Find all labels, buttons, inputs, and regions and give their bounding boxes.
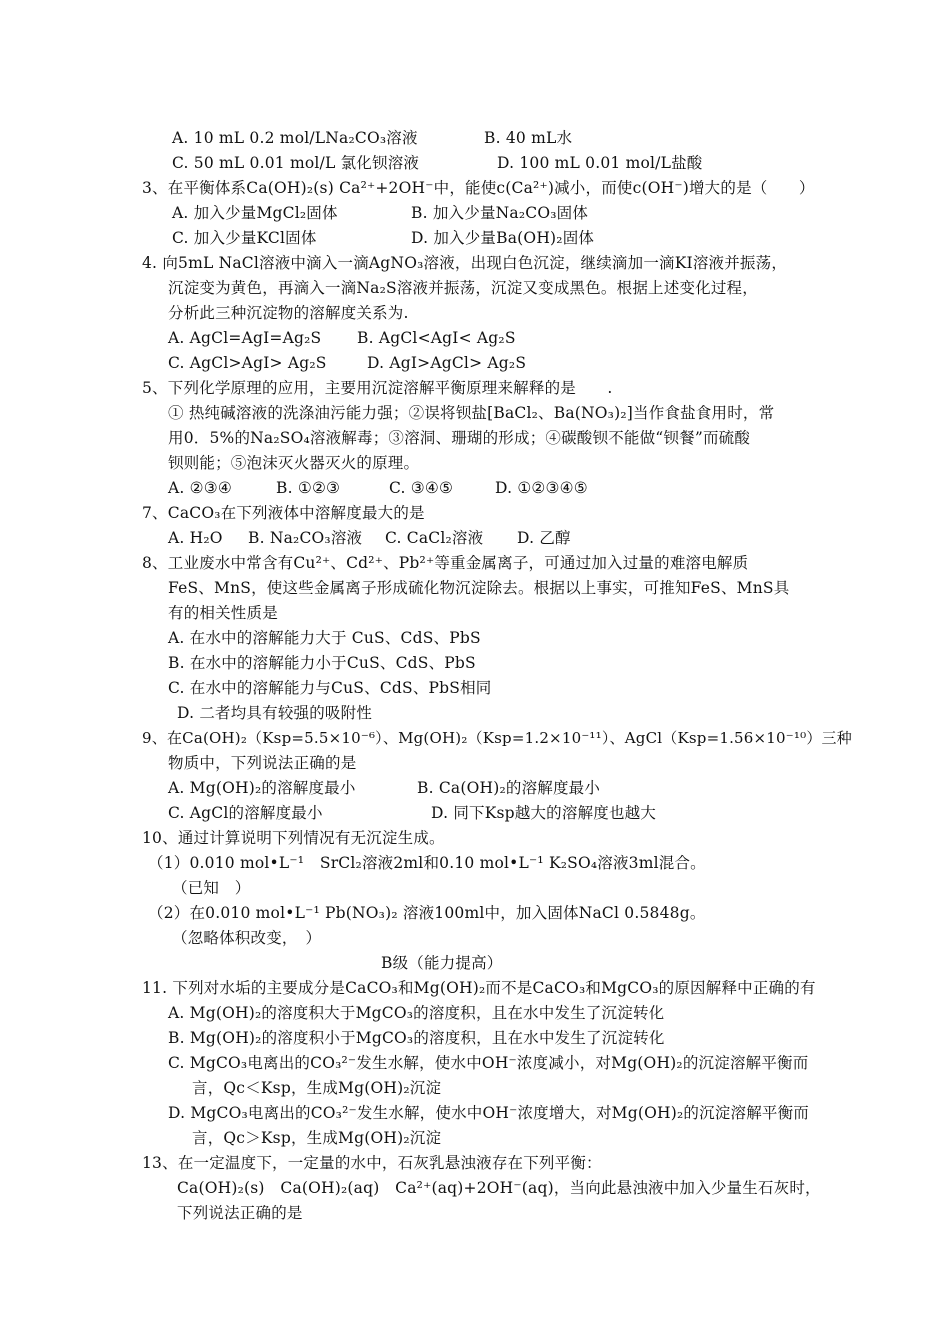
q8-line-3: 有的相关性质是	[168, 604, 278, 622]
q11-option-b: B. Mg(OH)₂的溶度积小于MgCO₃的溶度积，且在水中发生了沉淀转化	[168, 1029, 665, 1047]
q3-option-d: D. 加入少量Ba(OH)₂固体	[411, 229, 595, 247]
q7-option-a: A. H₂O	[168, 529, 223, 547]
q10-part-2: （2）在0.010 mol•L⁻¹ Pb(NO₃)₂ 溶液100ml中，加入固体NaCl 0.5848g。	[148, 904, 706, 922]
q10-stem: 10、通过计算说明下列情况有无沉淀生成。	[142, 829, 445, 847]
q8-option-c: C. 在水中的溶解能力与CuS、CdS、PbS相同	[168, 679, 492, 697]
q7-stem: 7、CaCO₃在下列液体中溶解度最大的是	[142, 504, 425, 522]
q9-option-d: D. 同下Ksp越大的溶解度也越大	[431, 804, 657, 822]
q13-line-3: 下列说法正确的是	[177, 1204, 303, 1222]
q4-line-2: 沉淀变为黄色，再滴入一滴Na₂S溶液并振荡，沉淀又变成黑色。根据上述变化过程，	[168, 279, 758, 297]
q9-option-c: C. AgCl的溶解度最小	[168, 804, 323, 822]
q7-option-d: D. 乙醇	[517, 529, 571, 547]
q5-line-3: 用0．5%的Na₂SO₄溶液解毒；③溶洞、珊瑚的形成；④碳酸钡不能做“钡餐”而硫酸	[168, 429, 751, 447]
q7-option-b: B. Na₂CO₃溶液	[248, 529, 363, 547]
q5-option-b: B. ①②③	[276, 479, 341, 497]
q2-option-a: A. 10 mL 0.2 mol/LNa₂CO₃溶液	[172, 129, 418, 147]
q3-stem: 3、在平衡体系Ca(OH)₂(s) Ca²⁺+2OH⁻中，能使c(Ca²⁺)减小，而使c(OH⁻)增大的是（ ）	[142, 179, 815, 197]
q4-option-d: D. AgI>AgCl> Ag₂S	[367, 354, 527, 372]
q8-option-b: B. 在水中的溶解能力小于CuS、CdS、PbS	[168, 654, 476, 672]
q9-line-2: 物质中，下列说法正确的是	[168, 754, 357, 772]
section-heading-b: B级（能力提高）	[381, 954, 503, 972]
q8-line-2: FeS、MnS，使这些金属离子形成硫化物沉淀除去。根据以上事实，可推知FeS、MnS具	[168, 579, 790, 597]
q11-option-c-line-2: 言，Qc＜Ksp，生成Mg(OH)₂沉淀	[192, 1079, 442, 1097]
q9-line-1: 9、在Ca(OH)₂（Ksp=5.5×10⁻⁶）、Mg(OH)₂（Ksp=1.2×10⁻¹¹）、AgCl（Ksp=1.56×10⁻¹⁰）三种	[142, 729, 852, 747]
q5-option-a: A. ②③④	[168, 479, 232, 497]
q8-option-d: D. 二者均具有较强的吸附性	[177, 704, 373, 722]
q7-option-c: C. CaCl₂溶液	[385, 529, 484, 547]
q5-line-4: 钡则能；⑤泡沫灭火器灭火的原理。	[168, 454, 420, 472]
q4-line-1: 4. 向5mL NaCl溶液中滴入一滴AgNO₃溶液，出现白色沉淀，继续滴加一滴KI溶液并振荡，	[142, 254, 788, 272]
q13-line-2: Ca(OH)₂(s) Ca(OH)₂(aq) Ca²⁺(aq)+2OH⁻(aq)，当向此悬浊液中加入少量生石灰时，	[177, 1179, 821, 1197]
q3-option-a: A. 加入少量MgCl₂固体	[172, 204, 338, 222]
q5-option-d: D. ①②③④⑤	[495, 479, 588, 497]
q5-line-2: ① 热纯碱溶液的洗涤油污能力强；②误将钡盐[BaCl₂、Ba(NO₃)₂]当作食盐食用时，常	[168, 404, 775, 422]
q4-option-b: B. AgCl<AgI< Ag₂S	[357, 329, 516, 347]
q8-line-1: 8、工业废水中常含有Cu²⁺、Cd²⁺、Pb²⁺等重金属离子，可通过加入过量的难溶电解质	[142, 554, 749, 572]
q4-option-a: A. AgCl=AgI=Ag₂S	[168, 329, 322, 347]
q11-stem: 11. 下列对水垢的主要成分是CaCO₃和Mg(OH)₂而不是CaCO₃和MgCO₃的原因解释中正确的有	[142, 979, 816, 997]
q5-option-c: C. ③④⑤	[389, 479, 454, 497]
q11-option-d-line-2: 言，Qc＞Ksp，生成Mg(OH)₂沉淀	[192, 1129, 442, 1147]
q9-option-a: A. Mg(OH)₂的溶解度最小	[168, 779, 356, 797]
q10-part-2-note: （忽略体积改变， ）	[172, 929, 322, 947]
q8-option-a: A. 在水中的溶解能力大于 CuS、CdS、PbS	[168, 629, 481, 647]
q4-line-3: 分析此三种沉淀物的溶解度关系为.	[168, 304, 409, 322]
q2-option-b: B. 40 mL水	[484, 129, 573, 147]
q2-option-d: D. 100 mL 0.01 mol/L盐酸	[497, 154, 703, 172]
q11-option-a: A. Mg(OH)₂的溶度积大于MgCO₃的溶度积，且在水中发生了沉淀转化	[168, 1004, 665, 1022]
q10-part-1-note: （已知 ）	[172, 879, 251, 897]
q3-option-b: B. 加入少量Na₂CO₃固体	[411, 204, 589, 222]
q3-option-c: C. 加入少量KCl固体	[172, 229, 317, 247]
q11-option-d-line-1: D. MgCO₃电离出的CO₃²⁻发生水解，使水中OH⁻浓度增大，对Mg(OH)₂的沉淀溶解平衡而	[168, 1104, 810, 1122]
q2-option-c: C. 50 mL 0.01 mol/L 氯化钡溶液	[172, 154, 420, 172]
q10-part-1: （1）0.010 mol•L⁻¹ SrCl₂溶液2ml和0.10 mol•L⁻¹ K₂SO₄溶液3ml混合。	[148, 854, 706, 872]
q5-line-1: 5、下列化学原理的应用，主要用沉淀溶解平衡原理来解释的是 .	[142, 379, 613, 397]
q11-option-c-line-1: C. MgCO₃电离出的CO₃²⁻发生水解，使水中OH⁻浓度减小，对Mg(OH)₂的沉淀溶解平衡而	[168, 1054, 809, 1072]
q4-option-c: C. AgCl>AgI> Ag₂S	[168, 354, 327, 372]
q13-line-1: 13、在一定温度下，一定量的水中，石灰乳悬浊液存在下列平衡：	[142, 1154, 602, 1172]
q9-option-b: B. Ca(OH)₂的溶解度最小	[417, 779, 601, 797]
